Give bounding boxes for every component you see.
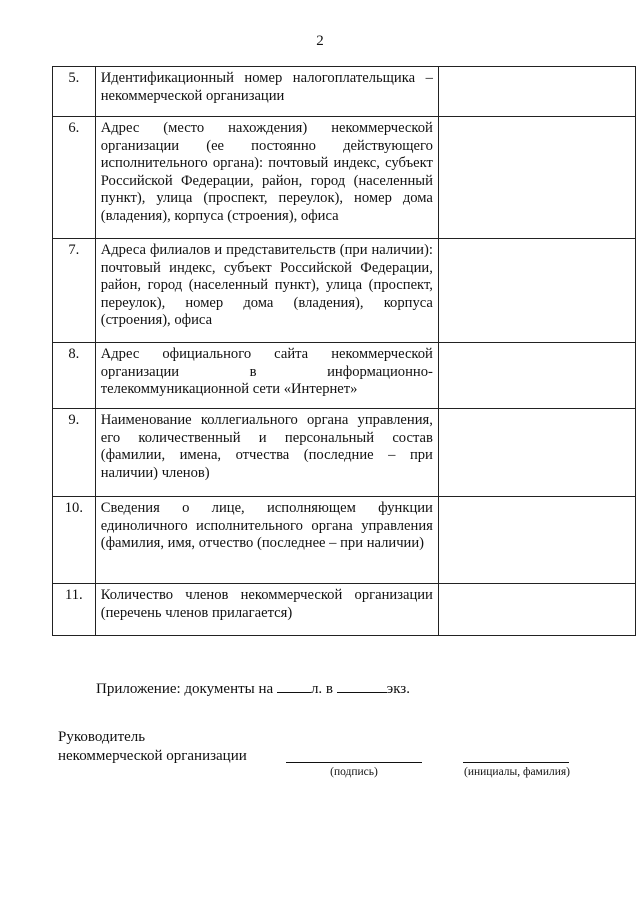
row-number: 11. xyxy=(53,584,96,636)
table-body xyxy=(53,67,636,636)
table-row xyxy=(53,67,636,117)
row-description: Идентификационный номер налогоплательщика – некоммерческой организации xyxy=(95,67,438,117)
row-value-field[interactable] xyxy=(438,117,635,239)
sheets-count-blank[interactable] xyxy=(277,678,311,693)
signatory-label xyxy=(58,728,247,766)
name-line[interactable] xyxy=(463,762,569,763)
table-row xyxy=(53,409,636,497)
copies-count-blank[interactable] xyxy=(337,678,387,693)
row-value-field[interactable] xyxy=(438,409,635,497)
signature-caption: (подпись) xyxy=(330,766,378,778)
row-description: Сведения о лице, исполняющем функции единоличного исполнительного органа управления (фамилия, имя, отчество (последнее – при наличии) xyxy=(95,497,438,584)
row-description: Адрес (место нахождения) некоммерческой организации (ее постоянно действующего исполнительного органа): почтовый индекс, субъект Российской Федерации, район, город (населенный пункт), улица (проспект, переулок), номер дома (владения), корпуса (строения), офиса xyxy=(95,117,438,239)
name-caption: (инициалы, фамилия) xyxy=(463,766,571,778)
row-description: Количество членов некоммерческой организации (перечень членов прилагается) xyxy=(95,584,438,636)
table-row xyxy=(53,343,636,409)
table-row xyxy=(53,497,636,584)
row-number: 10. xyxy=(53,497,96,584)
table-row xyxy=(53,117,636,239)
signatory-org: некоммерческой организации xyxy=(58,748,247,764)
table-row xyxy=(53,239,636,343)
appendix-suffix: экз. xyxy=(386,681,410,697)
row-number: 8. xyxy=(53,343,96,409)
row-description: Адреса филиалов и представительств (при наличии): почтовый индекс, субъект Российской Федерации, район, город (населенный пункт), улица (проспект, переулок), номер дома (владения), корпуса (строения), офиса xyxy=(95,239,438,343)
row-description: Адрес официального сайта некоммерческой организации в информационно-телекоммуникационной сети «Интернет» xyxy=(95,343,438,409)
row-value-field[interactable] xyxy=(438,584,635,636)
signature-line[interactable] xyxy=(286,762,422,763)
page-number: 2 xyxy=(316,33,324,49)
row-value-field[interactable] xyxy=(438,343,635,409)
row-value-field[interactable] xyxy=(438,67,635,117)
row-number: 7. xyxy=(53,239,96,343)
row-number: 9. xyxy=(53,409,96,497)
info-table xyxy=(52,66,636,636)
table-row xyxy=(53,584,636,636)
appendix-line xyxy=(96,678,410,698)
appendix-middle: л. в xyxy=(310,681,334,697)
row-value-field[interactable] xyxy=(438,239,635,343)
signatory-title: Руководитель xyxy=(58,729,146,745)
row-number: 6. xyxy=(53,117,96,239)
row-value-field[interactable] xyxy=(438,497,635,584)
appendix-prefix: Приложение: документы на xyxy=(96,681,274,697)
row-number: 5. xyxy=(53,67,96,117)
row-description: Наименование коллегиального органа управления, его количественный и персональный состав (фамилии, имена, отчества (последние – при наличии) членов) xyxy=(95,409,438,497)
